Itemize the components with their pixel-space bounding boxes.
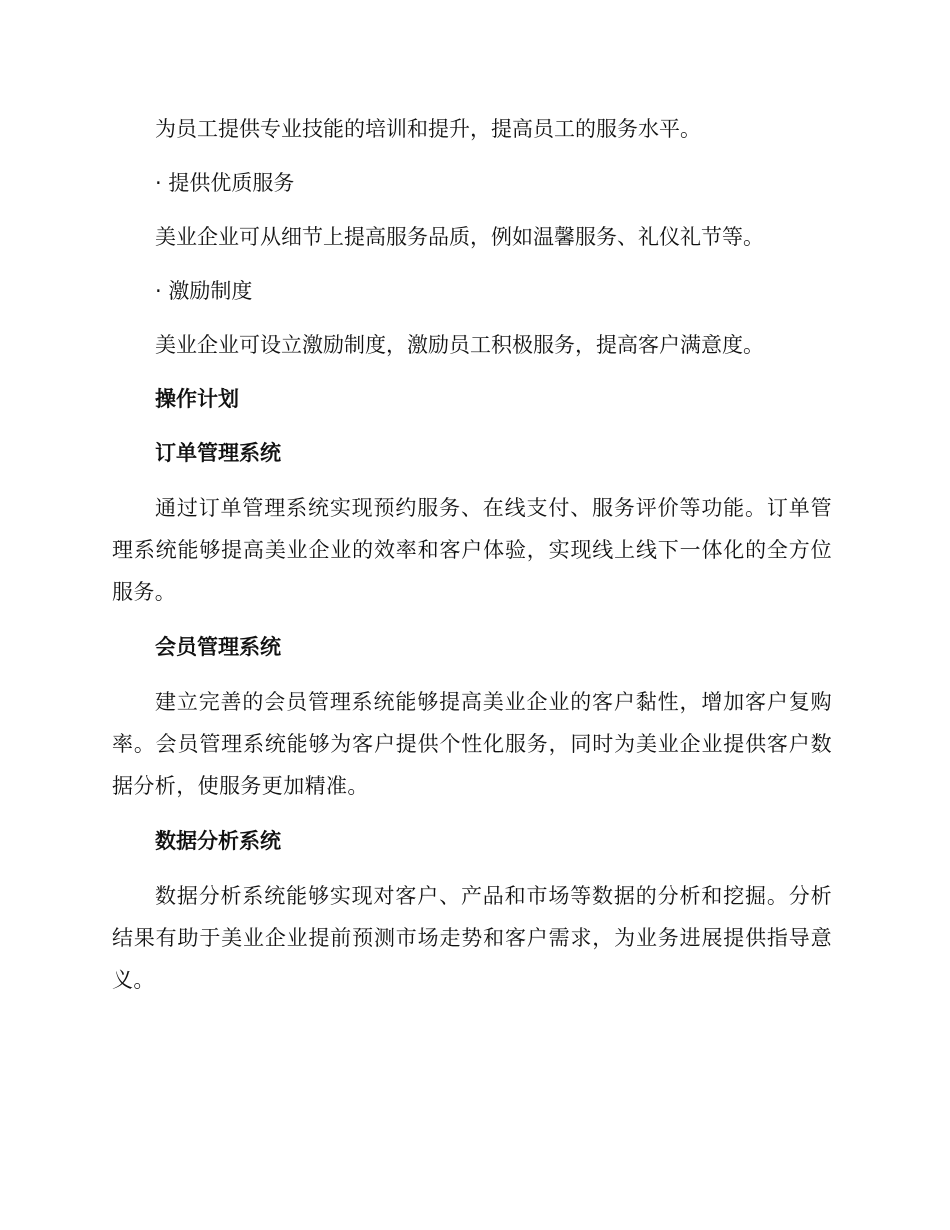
heading-data-system: 数据分析系统 bbox=[155, 829, 281, 853]
document-content bbox=[112, 108, 832, 1001]
section-heading-operation-plan: 操作计划 bbox=[155, 387, 239, 411]
intro-paragraph: 为员工提供专业技能的培训和提升，提高员工的服务水平。 bbox=[155, 117, 701, 141]
data-system-paragraph: 数据分析系统能够实现对客户、产品和市场等数据的分析和挖掘。分析结果有助于美业企业提前预测市场走势和客户需求，为业务进展提供指导意义。 bbox=[112, 884, 832, 992]
service-paragraph: 美业企业可从细节上提高服务品质，例如温馨服务、礼仪礼节等。 bbox=[155, 225, 764, 249]
heading-member-system: 会员管理系统 bbox=[155, 635, 281, 659]
member-system-paragraph: 建立完善的会员管理系统能够提高美业企业的客户黏性，增加客户复购率。会员管理系统能够为客户提供个性化服务，同时为美业企业提供客户数据分析，使服务更加精准。 bbox=[112, 690, 832, 798]
incentive-paragraph: 美业企业可设立激励制度，激励员工积极服务，提高客户满意度。 bbox=[155, 333, 764, 357]
bullet-quality-service: · 提供优质服务 bbox=[155, 171, 295, 195]
heading-order-system: 订单管理系统 bbox=[155, 441, 281, 465]
bullet-incentive: · 激励制度 bbox=[155, 279, 253, 303]
order-system-paragraph: 通过订单管理系统实现预约服务、在线支付、服务评价等功能。订单管理系统能够提高美业企业的效率和客户体验，实现线上线下一体化的全方位服务。 bbox=[112, 496, 832, 604]
